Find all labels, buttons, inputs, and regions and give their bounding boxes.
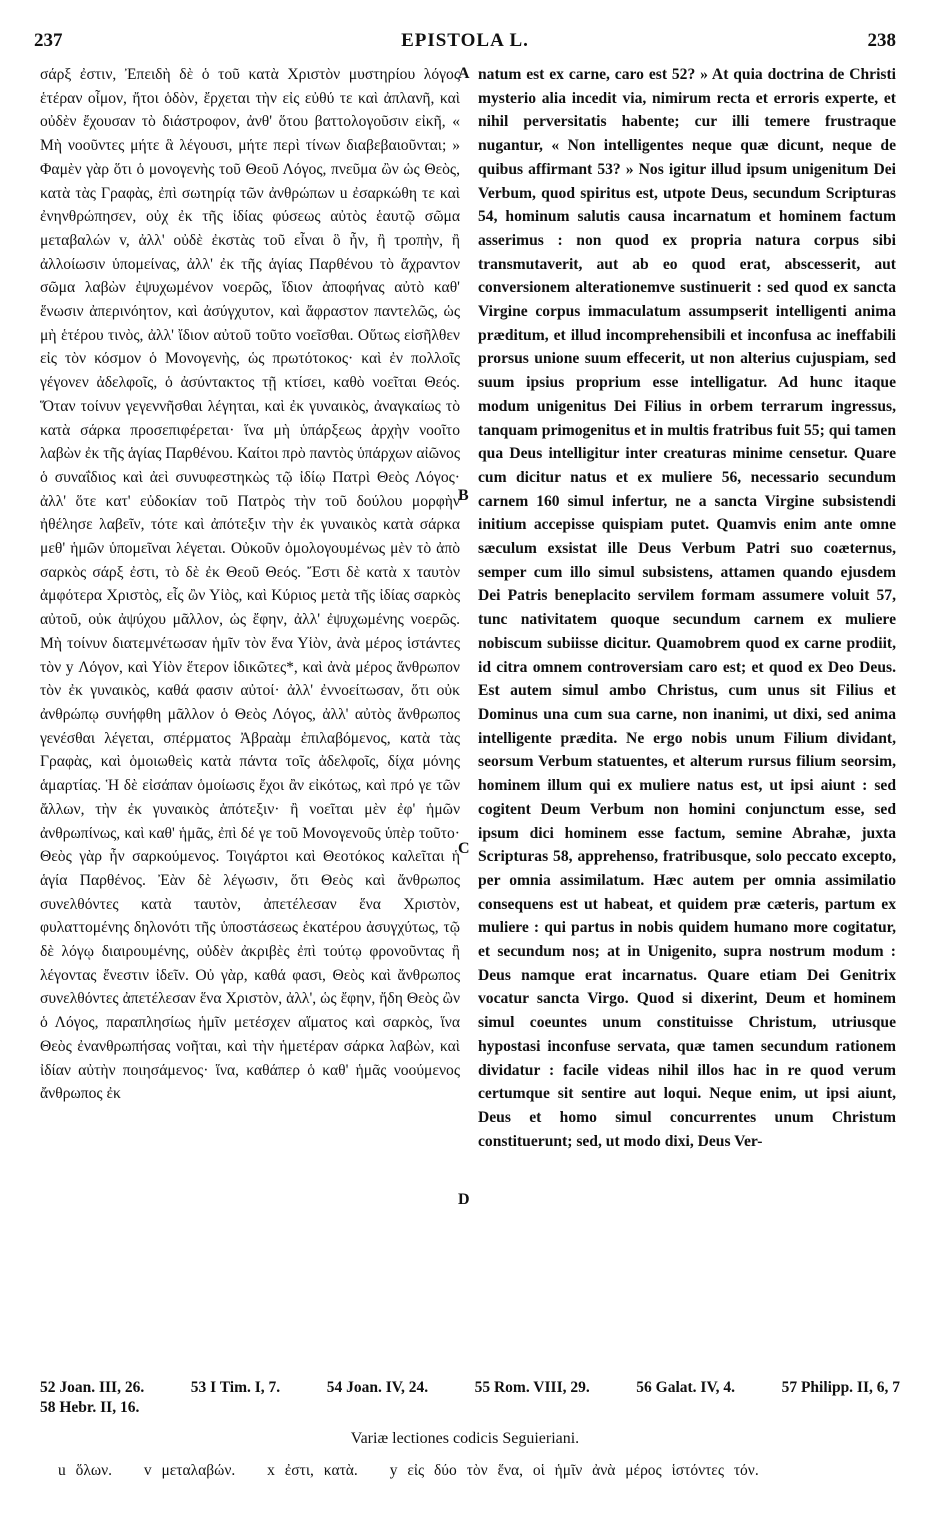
- footnote: 54 Joan. IV, 24.: [326, 1379, 429, 1396]
- left-page-number: 237: [34, 30, 63, 51]
- footnote: 55 Rom. VIII, 29.: [474, 1379, 590, 1396]
- margin-marker-a: A: [458, 65, 470, 82]
- latin-column: [478, 63, 896, 1365]
- right-page-number: 238: [867, 30, 896, 51]
- variant-reading: v μεταλαβών.: [143, 1462, 236, 1479]
- page-title: EPISTOLA L.: [401, 30, 529, 51]
- variant-readings: [58, 1462, 898, 1480]
- margin-markers: [458, 63, 478, 1365]
- variant-readings-title: Variæ lectiones codicis Seguieriani.: [350, 1430, 580, 1447]
- greek-text: σάρξ ἐστιν, Ἐπειδὴ δὲ ὁ τοῦ κατὰ Χριστὸν μυστηρίου λόγος ἑτέραν οἶμον, ἤτοι ὁδὸν, ἔρχεται τὴν εἰς εὐθύ τε καὶ ἀπλανῆ, καὶ οὐδὲν ἔχουσαν τὸ διάστροφον, ἀνθ' ὅτου βαττολογοῦσιν εἰκῆ, « Μὴ νοοῦντες μήτε ἃ λέγουσι, μήτε περὶ τίνων διαβεβαιοῦνται; » Φαμὲν γὰρ ὅτι ὁ μονογενὴς τοῦ Θεοῦ Λόγος, πνεῦμα ὢν ὡς Θεὸς, κατὰ τὰς Γραφὰς, ἐπὶ σωτηρίᾳ τῶν ἀνθρώπων u ἐσαρκώθη τε καὶ ἐνηνθρώπησεν, οὐχ ἐκ τῆς ἰδίας φύσεως αὐτὸς ἑαυτῷ σῶμα μεταβαλών v, ἀλλ' οὐδὲ ἐκστὰς τοῦ εἶναι ὃ ἦν, ἢ τροπὴν, ἢ ἀλλοίωσιν ὑπομείνας, ἀλλ' ἐκ τῆς ἁγίας Παρθένου τὸ ἄχραντον σῶμα λαβὼν ἐψυχωμένον νοερῶς, ἴδιον ἀποφήνας αὐτὸ καθ' ἕνωσιν ἀπερινόητον, καὶ ἀσύγχυτον, καὶ ἄφραστον παντελῶς, ὡς μὴ ἑτέρου τινὸς, ἀλλ' ἴδιον αὐτοῦ τοῦτο νοεῖσθαι. Οὕτως εἰσῆλθεν εἰς τὸν κόσμον ὁ Μονογενὴς, ὡς πρωτότοκος· καὶ ἐν πολλοῖς γέγονεν ἀδελφοῖς, ὁ ἀσύντακτος τῇ κτίσει, καθὸ νοεῖται Θεός. Ὅταν τοίνυν γεγεννῆσθαι λέγηται, καὶ ἐκ γυναικὸς, ἀναγκαίως τὸ κατὰ σάρκα προσεπιφέρεται· ἵνα μὴ ὑπάρξεως ἀρχὴν νοοῖτο λαβὼν ἐκ τῆς ἁγίας Παρθένου. Καίτοι πρὸ παντὸς ὑπάρχων αἰῶνος ὁ συναΐδιος καὶ ἀεὶ συνυφεστηκὼς τῷ ἰδίῳ Πατρὶ Θεὸς Λόγος· ἀλλ' ὅτε κατ' εὐδοκίαν τοῦ Πατρὸς τὴν τοῦ δούλου μορφὴν ἠθέλησε λαβεῖν, τότε καὶ ἀπότεξιν τὴν ἐκ γυναικὸς κατὰ σάρκα μεθ' ἡμῶν ὑπομεῖναι λέγεται. Οὐκοῦν ὁμολογουμένως μὲν τὸ ἀπὸ σαρκὸς σάρξ ἐστι, τὸ δὲ ἐκ Θεοῦ Θεός. Ἔστι δὲ κατὰ x ταυτὸν ἀμφότερα Χριστὸς, εἷς ὢν Υἱὸς, καὶ Κύριος μετὰ τῆς ἰδίας σαρκὸς αὐτοῦ, οὐκ ἀψύχου μᾶλλον, ὡς ἔφην, ἀλλ' ἐψυχωμένης νοερῶς. Μὴ τοίνυν διατεμνέτωσαν ἡμῖν τὸν ἕνα Υἱὸν, ἀνὰ μέρος ἱστάντες τὸν y Λόγον, καὶ Υἱὸν ἕτερον ἰδικῶτες*, καὶ ἀνὰ μέρος ἄνθρωπον τὸν ἐκ γυναικὸς, καθά φασιν αὐτοί· ἀλλ' ἐννοείτωσαν, ὅτι οὐκ ἀνθρώπῳ συνήφθη μᾶλλον ὁ Θεὸς Λόγος, ἀλλ' αὐτὸς ἄνθρωπος γενέσθαι λέγεται, σπέρματος Ἀβραὰμ ἐπιλαβόμενος, κατὰ τὰς Γραφὰς, καὶ ὁμοιωθεὶς κατὰ πάντα τοῖς ἀδελφοῖς, δίχα μόνης ἁμαρτίας. Ἡ δὲ εἰσάπαν ὁμοίωσις ἔχοι ἂν εἰκότως, καὶ πρό γε τῶν ἄλλων, τὴν ἐκ γυναικὸς ἀπότεξιν· ἢ νοεῖται μὲν ἐφ' ἡμῶν ἀνθρωπίνως, καὶ καθ' ἡμᾶς, ἐπὶ δέ γε τοῦ Μονογενοῦς ὑπὲρ τοῦτο· Θεὸς γὰρ ἦν σαρκούμενος. Τοιγάρτοι καὶ Θεοτόκος καλεῖται ἡ ἁγία Παρθένος. Ἐὰν δὲ λέγωσιν, ὅτι Θεὸς καὶ ἄνθρωπος συνελθόντες κατὰ ταυτὸν, ἀπετέλεσαν ἕνα Χριστὸν, φυλαττομένης δηλονότι τῆς ὑποστάσεως ἑκατέρου ἀσυγχύτως, τῷ δὲ λόγῳ διαιρουμένης, οὐδὲν ἀκριβὲς ἐπὶ τούτῳ φρονοῦντας ἢ λέγοντας ἔνεστιν ἰδεῖν. Οὐ γὰρ, καθά φασι, Θεὸς καὶ ἄνθρωπος συνελθόντες ἀπετέλεσαν ἕνα Χριστὸν, ἀλλ', ὡς ἔφην, ἤδη Θεὸς ὢν ὁ Λόγος, παραπλησίως ἡμῖν μετέσχεν αἵματος καὶ σαρκὸς, ἵνα Θεὸς ἐνανθρωπήσας νοῆται, καὶ τὴν ἡμετέραν σάρκα λαβὼν, καὶ ἰδίαν αὐτὴν ποιησάμενος· ἵνα, καθάπερ ὁ καθ' ἡμᾶς νοούμενος ἄνθρωπος ἐκ: [40, 66, 460, 1103]
- footnote: 56 Galat. IV, 4.: [636, 1379, 736, 1396]
- footnote: 52 Joan. III, 26.: [40, 1379, 145, 1396]
- margin-marker-d: D: [458, 1191, 470, 1208]
- page-header: [34, 30, 896, 56]
- latin-text: natum est ex carne, caro est 52? » At quia doctrina de Christi mysterio alia incedit via, nimirum recta et erroris experte, et nihil perversitatis habente; cur illi temere frustraque nugantur, « Non intelligentes neque quæ dicunt, neque de quibus affirmant 53? » Nos igitur illud ipsum unigenitum Dei Verbum, quod spiritus est, utpote Deus, secundum Scripturas 54, hominum salutis causa incarnatum et hominem factum asserimus : non quod ex propria natura corpus sibi transmutaverit, aut ab eo quod erat, abscesserit, aut conversionem alterationemve sustinuerit : sed quod ex sancta Virgine corpus immaculatum assumpserit intelligenti anima præditum, et illud incomprehensibili et inconfusa ac ineffabili prorsus unione suum effecerit, ut non alterius cujuspiam, sed suum ipsius proprium esse intelligatur. Ad hunc itaque modum unigenitus Dei Filius in orbem terrarum ingressus, tanquam primogenitus et in multis fratribus fuit 55; qui tamen qua Deus intelligitur inter creaturas minime censetur. Quare cum dicitur natus et ex muliere 56, necessario secundum carnem 160 simul infertur, ne a sancta Virgine subsistendi initium accepisse quispiam putet. Quamvis enim ante omne sæculum exsistat ille Deus Verbum Patri suo coæternus, semper cum illo simul subsistens, attamen quando ejusdem Dei Patris beneplacito servilem formam assumere voluit 57, tunc nativitatem quoque secundum carnem ex muliere nobiscum subiisse dicitur. Quamobrem quod ex carne prodiit, id citra omnem controversiam caro est; et quod ex Deo Deus. Est autem simul ambo Christus, cum unus sit Filius et Dominus una cum sua carne, non inanimi, ut dixi, sed anima intelligente prædita. Ne ergo nobis unum Filium dividant, seorsum Verbum statuentes, et alterum rursus filium seorsim, hominem illum qui ex muliere natus est, ut ipsi aiunt : sed cogitent Deum Verbum non homini conjunctum esse, sed ipsum dici hominem esse factum, semine Abrahæ, juxta Scripturas 58, apprehenso, fratribusque, solo peccato excepto, per omnia assimilatum. Hæc autem per omnia assimilatio consequens est ut habeat, et quidem præ cæteris, partum ex muliere : qui partus in nobis quidem humano more cogitatur, et secundum nos; at in Unigenito, supra nostrum modum : Deus namque erat incarnatus. Quare etiam Dei Genitrix vocatur sancta Virgo. Quod si dixerint, Deum et hominem simul coeuntes unum constituisse Christum, utriusque hypostasi inconfuse servata, quæ tamen secundum rationem dividatur : facile videas nihil illos hac in re quod verum certumque sit sentire aut loqui. Neque enim, ut ipsi aiunt, Deus et homo simul concurrentes unum Christum constituerunt; sed, ut modo dixi, Deus Ver-: [478, 66, 896, 1150]
- footnote: 58 Hebr. II, 16.: [40, 1399, 140, 1416]
- footnote: 57 Philipp. II, 6, 7: [781, 1379, 900, 1396]
- variant-reading: x ἐστι, κατὰ.: [267, 1462, 358, 1479]
- footnote-row: [40, 1378, 900, 1398]
- variant-reading: u ὅλων.: [58, 1462, 112, 1479]
- margin-marker-c: C: [458, 840, 470, 857]
- footnotes: [40, 1378, 900, 1418]
- footnote: 53 I Tim. I, 7.: [190, 1379, 281, 1396]
- margin-marker-b: B: [458, 487, 469, 504]
- variant-reading: y εἰς δύο τὸν ἕνα, οἱ ἡμῖν ἀνὰ μέρος ἱστόντες τόν.: [389, 1462, 759, 1479]
- greek-column: [40, 63, 460, 1365]
